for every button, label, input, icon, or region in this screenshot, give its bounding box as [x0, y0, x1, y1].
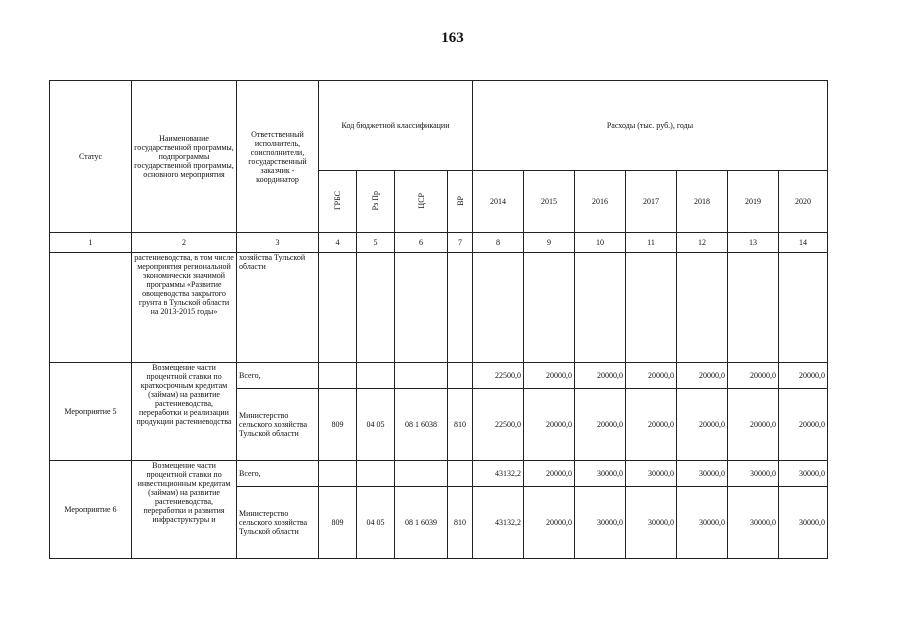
name-header: Наименование государственной программы, подпрограммы государственной программы, основного мероприятия [132, 81, 237, 233]
event6-status: Мероприятие 6 [50, 461, 132, 559]
event5-ministry-value: 20000,0 [626, 389, 677, 461]
year-header: 2016 [575, 171, 626, 233]
event6-ministry-value: 30000,0 [779, 487, 828, 559]
event6-ministry-value: 30000,0 [677, 487, 728, 559]
column-index: 3 [237, 233, 319, 253]
event6-name: Возмещение части процентной ставки по инвестиционным кредитам (займам) на развитие растениеводства, переработки и развития инфраструктуры и [132, 461, 237, 559]
event6-ministry-value: 20000,0 [524, 487, 575, 559]
header-row-top [50, 81, 828, 171]
event5-total-value: 20000,0 [575, 363, 626, 389]
column-index: 2 [132, 233, 237, 253]
event6-total-row [50, 461, 828, 487]
column-index: 7 [448, 233, 473, 253]
event6-rzpr: 04 05 [357, 487, 395, 559]
column-index: 4 [319, 233, 357, 253]
event5-total-value: 20000,0 [779, 363, 828, 389]
year-header: 2014 [473, 171, 524, 233]
event6-total-value: 30000,0 [779, 461, 828, 487]
csr-header: ЦСР [395, 171, 448, 233]
event5-total-value: 20000,0 [524, 363, 575, 389]
rzpr-header: Рз Пр [357, 171, 395, 233]
event5-ministry-value: 20000,0 [524, 389, 575, 461]
event5-rzpr: 04 05 [357, 389, 395, 461]
responsible-header: Ответственный исполнитель, соисполнители, государственный заказчик - координатор [237, 81, 319, 233]
column-index: 13 [728, 233, 779, 253]
budget-table [49, 80, 828, 559]
event5-ministry: Министерство сельского хозяйства Тульской области [237, 389, 319, 461]
event6-grbs: 809 [319, 487, 357, 559]
event5-ministry-value: 20000,0 [677, 389, 728, 461]
event6-total-value: 30000,0 [575, 461, 626, 487]
status-cell [50, 253, 132, 363]
column-index: 9 [524, 233, 575, 253]
column-index: 1 [50, 233, 132, 253]
page-number: 163 [441, 30, 464, 46]
event6-total-value: 43132,2 [473, 461, 524, 487]
measure-name-cell: растениеводства, в том числе мероприятия региональной экономически значимой программы «Развитие овощеводства закрытого грунта в Тульской области на 2013-2015 годы» [132, 253, 237, 363]
event5-total-row [50, 363, 828, 389]
column-index: 6 [395, 233, 448, 253]
event5-ministry-value: 20000,0 [728, 389, 779, 461]
column-index: 8 [473, 233, 524, 253]
event6-total-label: Всего, [237, 461, 319, 487]
event5-name: Возмещение части процентной ставки по краткосрочным кредитам (займам) на развитие растениеводства, переработки и реализации продукции растениеводства [132, 363, 237, 461]
event5-total-label: Всего, [237, 363, 319, 389]
event5-status: Мероприятие 5 [50, 363, 132, 461]
responsible-cell: хозяйства Тульской области [237, 253, 319, 363]
column-index: 11 [626, 233, 677, 253]
event6-total-value: 30000,0 [677, 461, 728, 487]
event5-ministry-value: 20000,0 [779, 389, 828, 461]
event5-ministry-value: 22500,0 [473, 389, 524, 461]
grbs-header: ГРБС [319, 171, 357, 233]
event5-vr: 810 [448, 389, 473, 461]
column-index-row [50, 233, 828, 253]
event5-csr: 08 1 6038 [395, 389, 448, 461]
expenses-header: Расходы (тыс. руб.), годы [473, 81, 828, 171]
event6-ministry-value: 30000,0 [728, 487, 779, 559]
event6-ministry-value: 30000,0 [626, 487, 677, 559]
continuation-row [50, 253, 828, 363]
event5-total-value: 20000,0 [677, 363, 728, 389]
event5-total-value: 20000,0 [626, 363, 677, 389]
event6-total-value: 30000,0 [626, 461, 677, 487]
year-header: 2015 [524, 171, 575, 233]
column-index: 14 [779, 233, 828, 253]
event6-total-value: 20000,0 [524, 461, 575, 487]
year-header: 2019 [728, 171, 779, 233]
year-header: 2018 [677, 171, 728, 233]
column-index: 12 [677, 233, 728, 253]
event6-csr: 08 1 6039 [395, 487, 448, 559]
year-header: 2017 [626, 171, 677, 233]
event6-ministry-value: 43132,2 [473, 487, 524, 559]
year-header: 2020 [779, 171, 828, 233]
event5-ministry-value: 20000,0 [575, 389, 626, 461]
column-index: 5 [357, 233, 395, 253]
event6-ministry: Министерство сельского хозяйства Тульской области [237, 487, 319, 559]
status-header: Статус [50, 81, 132, 233]
event5-grbs: 809 [319, 389, 357, 461]
vr-header: ВР [448, 171, 473, 233]
event6-total-value: 30000,0 [728, 461, 779, 487]
event5-total-value: 22500,0 [473, 363, 524, 389]
budget-code-header: Код бюджетной классификации [319, 81, 473, 171]
event6-vr: 810 [448, 487, 473, 559]
column-index: 10 [575, 233, 626, 253]
event6-ministry-value: 30000,0 [575, 487, 626, 559]
event5-total-value: 20000,0 [728, 363, 779, 389]
